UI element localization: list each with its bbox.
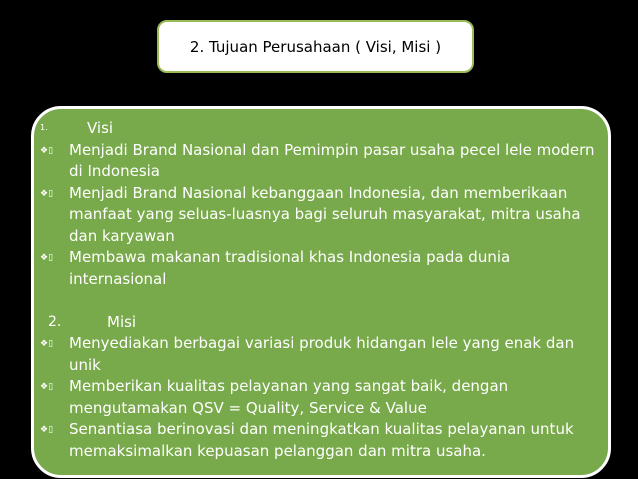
diamond-bullet-icon: ❖▯ <box>40 425 54 435</box>
misi-item-text: Memberikan kualitas pelayanan yang sangat baik, dengan mengutamakan QSV = Quality, Service & Value <box>69 377 509 417</box>
diamond-bullet-icon: ❖▯ <box>40 253 54 263</box>
visi-label: Visi <box>87 119 114 137</box>
slide-title: 2. Tujuan Perusahaan ( Visi, Misi ) <box>189 37 442 56</box>
visi-heading <box>40 118 600 140</box>
misi-heading <box>40 312 600 334</box>
misi-label: Misi <box>107 312 137 331</box>
visi-number: 1. <box>40 123 48 132</box>
diamond-bullet-icon: ❖▯ <box>40 188 54 199</box>
diamond-bullet-icon: ❖▯ <box>40 145 54 156</box>
visi-item <box>40 247 600 290</box>
visi-item-text: Menjadi Brand Nasional kebanggaan Indonesia, dan memberikaan manfaat yang seluas-luasnya bagi seluruh masyarakat, mitra usaha dan karyawan <box>69 183 581 245</box>
content-inner <box>40 118 600 462</box>
misi-item-text: Senantiasa berinovasi dan meningkatkan kualitas pelayanan untuk memaksimalkan kepuasan pelanggan dan mitra usaha. <box>69 420 574 460</box>
content-panel <box>31 106 611 478</box>
diamond-bullet-icon: ❖▯ <box>40 382 54 392</box>
visi-item <box>40 140 600 183</box>
visi-item <box>40 183 600 248</box>
slide-title-box <box>157 20 474 73</box>
section-spacer <box>40 290 600 312</box>
misi-item-text: Menyediakan berbagai variasi produk hidangan lele yang enak dan unik <box>69 334 575 374</box>
misi-item <box>40 333 600 376</box>
visi-item-text: Menjadi Brand Nasional dan Pemimpin pasar usaha pecel lele modern di Indonesia <box>69 140 595 180</box>
visi-item-text: Membawa makanan tradisional khas Indonesia pada dunia internasional <box>69 248 511 288</box>
diamond-bullet-icon: ❖▯ <box>40 339 54 349</box>
misi-item <box>40 419 600 462</box>
misi-number: 2. <box>48 313 62 330</box>
misi-item <box>40 376 600 419</box>
